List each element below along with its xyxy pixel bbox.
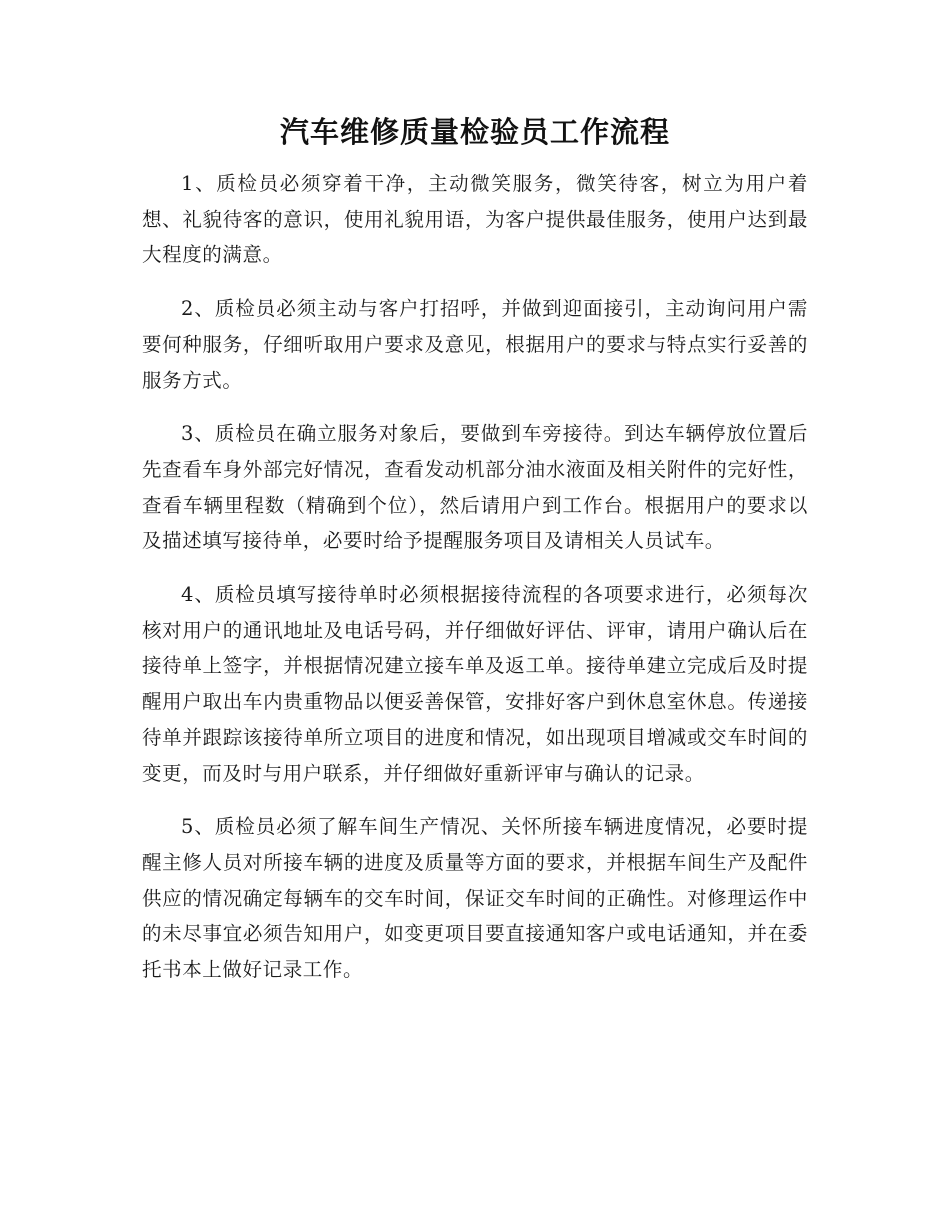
paragraph-4: 4、质检员填写接待单时必须根据接待流程的各项要求进行，必须每次核对用户的通讯地址及电话号码，并仔细做好评估、评审，请用户确认后在接待单上签字，并根据情况建立接车单及返工单。接待单建立完成后及时提醒用户取出车内贵重物品以便妥善保管，安排好客户到休息室休息。传递接待单并跟踪该接待单所立项目的进度和情况，如出现项目增减或交车时间的变更，而及时与用户联系，并仔细做好重新评审与确认的记录。 bbox=[142, 583, 808, 785]
document-body bbox=[142, 166, 808, 1006]
document-title: 汽车维修质量检验员工作流程 bbox=[279, 115, 670, 149]
paragraph-2: 2、质检员必须主动与客户打招呼，并做到迎面接引，主动询问用户需要何种服务，仔细听取用户要求及意见，根据用户的要求与特点实行妥善的服务方式。 bbox=[142, 297, 808, 392]
paragraph-1: 1、质检员必须穿着干净，主动微笑服务，微笑待客，树立为用户着想、礼貌待客的意识，使用礼貌用语，为客户提供最佳服务，使用户达到最大程度的满意。 bbox=[142, 172, 808, 267]
paragraph-5: 5、质检员必须了解车间生产情况、关怀所接车辆进度情况，必要时提醒主修人员对所接车辆的进度及质量等方面的要求，并根据车间生产及配件供应的情况确定每辆车的交车时间，保证交车时间的正确性。对修理运作中的未尽事宜必须告知用户，如变更项目要直接通知客户或电话通知，并在委托书本上做好记录工作。 bbox=[142, 815, 808, 982]
paragraph-3: 3、质检员在确立服务对象后，要做到车旁接待。到达车辆停放位置后先查看车身外部完好情况，查看发动机部分油水液面及相关附件的完好性，查看车辆里程数（精确到个位），然后请用户到工作台。根据用户的要求以及描述填写接待单，必要时给予提醒服务项目及请相关人员试车。 bbox=[142, 422, 808, 553]
